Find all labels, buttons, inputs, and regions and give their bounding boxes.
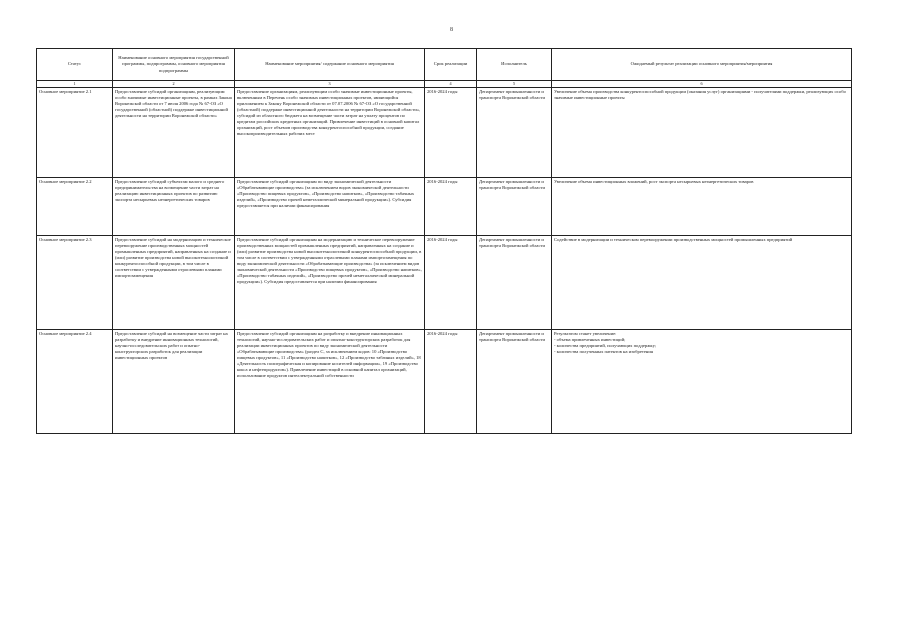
row-measure-name: Предоставление субсидий на возмещение части затрат на разработку и внедрение инновационных технологий, научно-исследовательских работ и опытно-конструкторских разработок для реализации инвестиционных проектов <box>113 329 235 433</box>
result-line: - количества предприятий, получающих поддержку; <box>554 343 657 349</box>
table-header-row <box>37 49 852 81</box>
header-measure-content: Наименование мероприятия/ содержание основного мероприятия <box>235 49 425 81</box>
result-line: - количества полученных патентов на изобретения <box>554 349 653 355</box>
column-number: 4 <box>425 81 477 88</box>
column-number: 2 <box>113 81 235 88</box>
header-executor: Исполнитель <box>477 49 552 81</box>
row-executor: Департамент промышленности и транспорта Воронежской области <box>477 177 552 235</box>
row-measure-content: Предоставление субсидий организациям по виду экономической деятельности «Обрабатывающие производства» (за исключением видов экономической деятельности «Производство пищевых продуктов», «Производство напитков», «Производство табачных изделий», «Производство прочей неметаллической минеральной продукции»). Субсидия предоставляется при наличии финансирования <box>235 177 425 235</box>
row-expected-result <box>552 177 852 235</box>
row-expected-result <box>552 235 852 329</box>
row-period: 2016-2024 годы <box>425 329 477 433</box>
result-line: Увеличение объема инвестиционных вложений, рост экспорта несырьевых неэнергетических товаров <box>554 179 754 185</box>
row-status: Основное мероприятие 2.1 <box>37 87 113 177</box>
row-expected-result <box>552 87 852 177</box>
row-measure-content: Предоставление субсидий организациям на разработку и внедрение инновационных технологий, научно-исследовательских работ и опытно-конструкторских разработок для реализации инвестиционных проектов по виду экономической деятельности «Обрабатывающие производства» (раздел C, за исключением кодов: 10 «Производство пищевых продуктов», 11 «Производство напитков», 12 «Производство табачных изделий», 18 «Деятельность полиграфическая и копирование носителей информации», 19 «Производство кокса и нефтепродуктов»). Привлечение инвестиций в основной капитал организаций, использование продуктов интеллектуальной собственности <box>235 329 425 433</box>
header-status: Статус <box>37 49 113 81</box>
result-line: Увеличение объема производства конкурентоспособной продукции (оказания услуг) организациями - получателями поддержки, реализующих особо значимые инвестиционные проекты <box>554 89 846 101</box>
header-measure-name: Наименование основного мероприятия государственной программы, подпрограммы, основного мероприятия подпрограммы <box>113 49 235 81</box>
program-measures-table <box>36 48 852 434</box>
page-number: 8 <box>450 27 453 33</box>
table-row <box>37 329 852 433</box>
row-period: 2016-2024 годы <box>425 177 477 235</box>
row-status: Основное мероприятие 2.2 <box>37 177 113 235</box>
table-row <box>37 177 852 235</box>
row-executor: Департамент промышленности и транспорта Воронежской области <box>477 329 552 433</box>
row-measure-name: Предоставление субсидий на модернизацию и техническое перевооружение производственных мощностей промышленных предприятий, направленных на создание и (или) развитие производства новой высокотехнологичной конкурентоспособной продукции, в том числе в соответствии с утвержденными отраслевыми планами импортозамещения <box>113 235 235 329</box>
row-period: 2016-2024 годы <box>425 235 477 329</box>
result-line: - объема привлеченных инвестиций; <box>554 337 626 343</box>
row-measure-name: Предоставление субсидий организациям, реализующим особо значимые инвестиционные проекты, в рамках Закона Воронежской области от 7 июля 2006 года № 67-ОЗ «О государственной (областной) поддержке инвестиционной деятельности на территории Воронежской области» <box>113 87 235 177</box>
result-line: Содействие в модернизации и техническом перевооружении производственных мощностей промышленных предприятий <box>554 237 793 243</box>
row-executor: Департамент промышленности и транспорта Воронежской области <box>477 87 552 177</box>
table-row <box>37 87 852 177</box>
row-measure-content: Предоставление субсидий организациям на модернизацию и техническое перевооружение производственных мощностей промышленных предприятий, направленных на создание и (или) развитие производства новой высокотехнологичной конкурентоспособной продукции, в том числе в соответствии с утвержденными отраслевыми планами импортозамещения по виду экономической деятельности «Обрабатывающие производства» (за исключением видов экономической деятельности «Производство пищевых продуктов», «Производство напитков», «Производство табачных изделий», «Производство прочей неметаллической минеральной продукции»). Субсидия предоставляется при наличии финансирования <box>235 235 425 329</box>
header-period: Срок реализации <box>425 49 477 81</box>
row-period: 2016-2024 годы <box>425 87 477 177</box>
column-number: 6 <box>552 81 852 88</box>
row-measure-content: Предоставление организациям, реализующим особо значимые инвестиционные проекты, включенным в Перечень особо значимых инвестиционных проектов, являющийся приложением к Закону Воронежской области от 07.07.2006 № 67-ОЗ «О государственной (областной) поддержке инвестиционной деятельности на территории Воронежской области», субсидий из областного бюджета на возмещение части затрат на уплату процентов по кредитам российских кредитных организаций. Привлечение инвестиций в основной капитал организаций, рост объемов производства конкурентоспособной продукции, создание высокопроизводительных рабочих мест <box>235 87 425 177</box>
row-status: Основное мероприятие 2.4 <box>37 329 113 433</box>
row-executor: Департамент промышленности и транспорта Воронежской области <box>477 235 552 329</box>
header-expected-result: Ожидаемый результат реализации основного мероприятия/мероприятия <box>552 49 852 81</box>
row-expected-result <box>552 329 852 433</box>
table-row <box>37 235 852 329</box>
column-number: 1 <box>37 81 113 88</box>
row-measure-name: Предоставление субсидий субъектам малого и среднего предпринимательства на возмещение части затрат на реализацию инвестиционных проектов по развитию экспорта несырьевых неэнергетических товаров <box>113 177 235 235</box>
row-status: Основное мероприятие 2.3 <box>37 235 113 329</box>
result-line: Результатом станет увеличение: <box>554 331 617 337</box>
column-number: 5 <box>477 81 552 88</box>
column-number: 3 <box>235 81 425 88</box>
